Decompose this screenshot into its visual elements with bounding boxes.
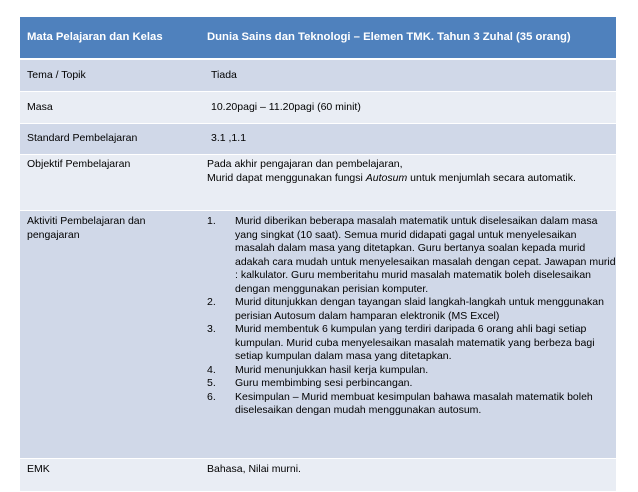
list-item-text: Murid diberikan beberapa masalah matematik untuk diselesaikan dalam masa yang singkat (10 saat). Semua murid didapati gagal untuk menyelesaikan masalah dalam masa yang ditetapkan. Guru bertanya soalan kepada murid adakah cara mudah untuk menyelesaikan masalah dengan cepat. Jawapan murid : kalkulator. Guru memberitahu murid masalah matematik boleh diselesaikan dengan menggunakan perisian komputer. (235, 215, 616, 295)
list-item (207, 215, 616, 296)
masa-label: Masa (20, 92, 200, 124)
objektif-line-2-after: untuk menjumlah secara automatik. (407, 171, 576, 184)
list-item-text: Guru membimbing sesi perbincangan. (235, 377, 413, 389)
list-item (207, 391, 616, 418)
autosum-term: Autosum (365, 171, 408, 184)
table-header-row (20, 17, 616, 59)
objektif-value (200, 155, 616, 211)
list-item-text: Murid membentuk 6 kumpulan yang terdiri daripada 6 orang ahli bagi setiap kumpulan. Murid cuba menyelesaikan masalah matematik yang berbeza bagi setiap kumpulan dalam masa yang ditetapkan. (235, 323, 595, 362)
table-row-tema (20, 59, 616, 92)
list-item-number: 5. (207, 377, 216, 389)
list-item-number: 3. (207, 323, 216, 335)
list-item-number: 2. (207, 296, 216, 308)
list-item (207, 377, 616, 391)
list-item-text: Murid menunjukkan hasil kerja kumpulan. (235, 363, 429, 376)
emk-label: EMK (20, 459, 200, 492)
objektif-label: Objektif Pembelajaran (20, 155, 200, 211)
objektif-line-2 (207, 172, 616, 186)
aktiviti-list (207, 215, 616, 418)
table-row-masa (20, 92, 616, 124)
list-item (207, 323, 616, 364)
list-item-text: Murid ditunjukkan dengan tayangan slaid langkah-langkah untuk menggunakan perisian Autosum dalam hamparan elektronik (MS Excel) (235, 296, 604, 322)
table-row-emk (20, 459, 616, 492)
list-item-number: 4. (207, 363, 216, 376)
standard-label: Standard Pembelajaran (20, 124, 200, 155)
table-row-objektif (20, 155, 616, 211)
aktiviti-value (200, 211, 616, 459)
aktiviti-label: Aktiviti Pembelajaran dan pengajaran (20, 211, 200, 459)
header-label: Mata Pelajaran dan Kelas (20, 17, 200, 59)
objektif-line-1: Pada akhir pengajaran dan pembelajaran, (207, 158, 403, 170)
masa-value: 10.20pagi – 11.20pagi (60 minit) (200, 92, 616, 124)
table-row-standard (20, 124, 616, 155)
list-item-text: Kesimpulan – Murid membuat kesimpulan bahawa masalah matematik boleh diselesaikan dengan mudah menggunakan autosum. (235, 390, 593, 416)
standard-value: 3.1 ,1.1 (200, 124, 616, 155)
list-item (207, 364, 616, 378)
emk-value: Bahasa, Nilai murni. (200, 459, 616, 492)
list-item-number: 1. (207, 215, 216, 227)
tema-value: Tiada (200, 59, 616, 92)
lesson-plan-table (20, 17, 616, 492)
tema-label: Tema / Topik (20, 59, 200, 92)
header-value: Dunia Sains dan Teknologi – Elemen TMK. Tahun 3 Zuhal (35 orang) (200, 17, 616, 59)
table-row-aktiviti (20, 211, 616, 459)
objektif-line-2-before: Murid dapat menggunakan fungsi (207, 171, 366, 184)
list-item (207, 296, 616, 323)
list-item-number: 6. (207, 390, 216, 403)
